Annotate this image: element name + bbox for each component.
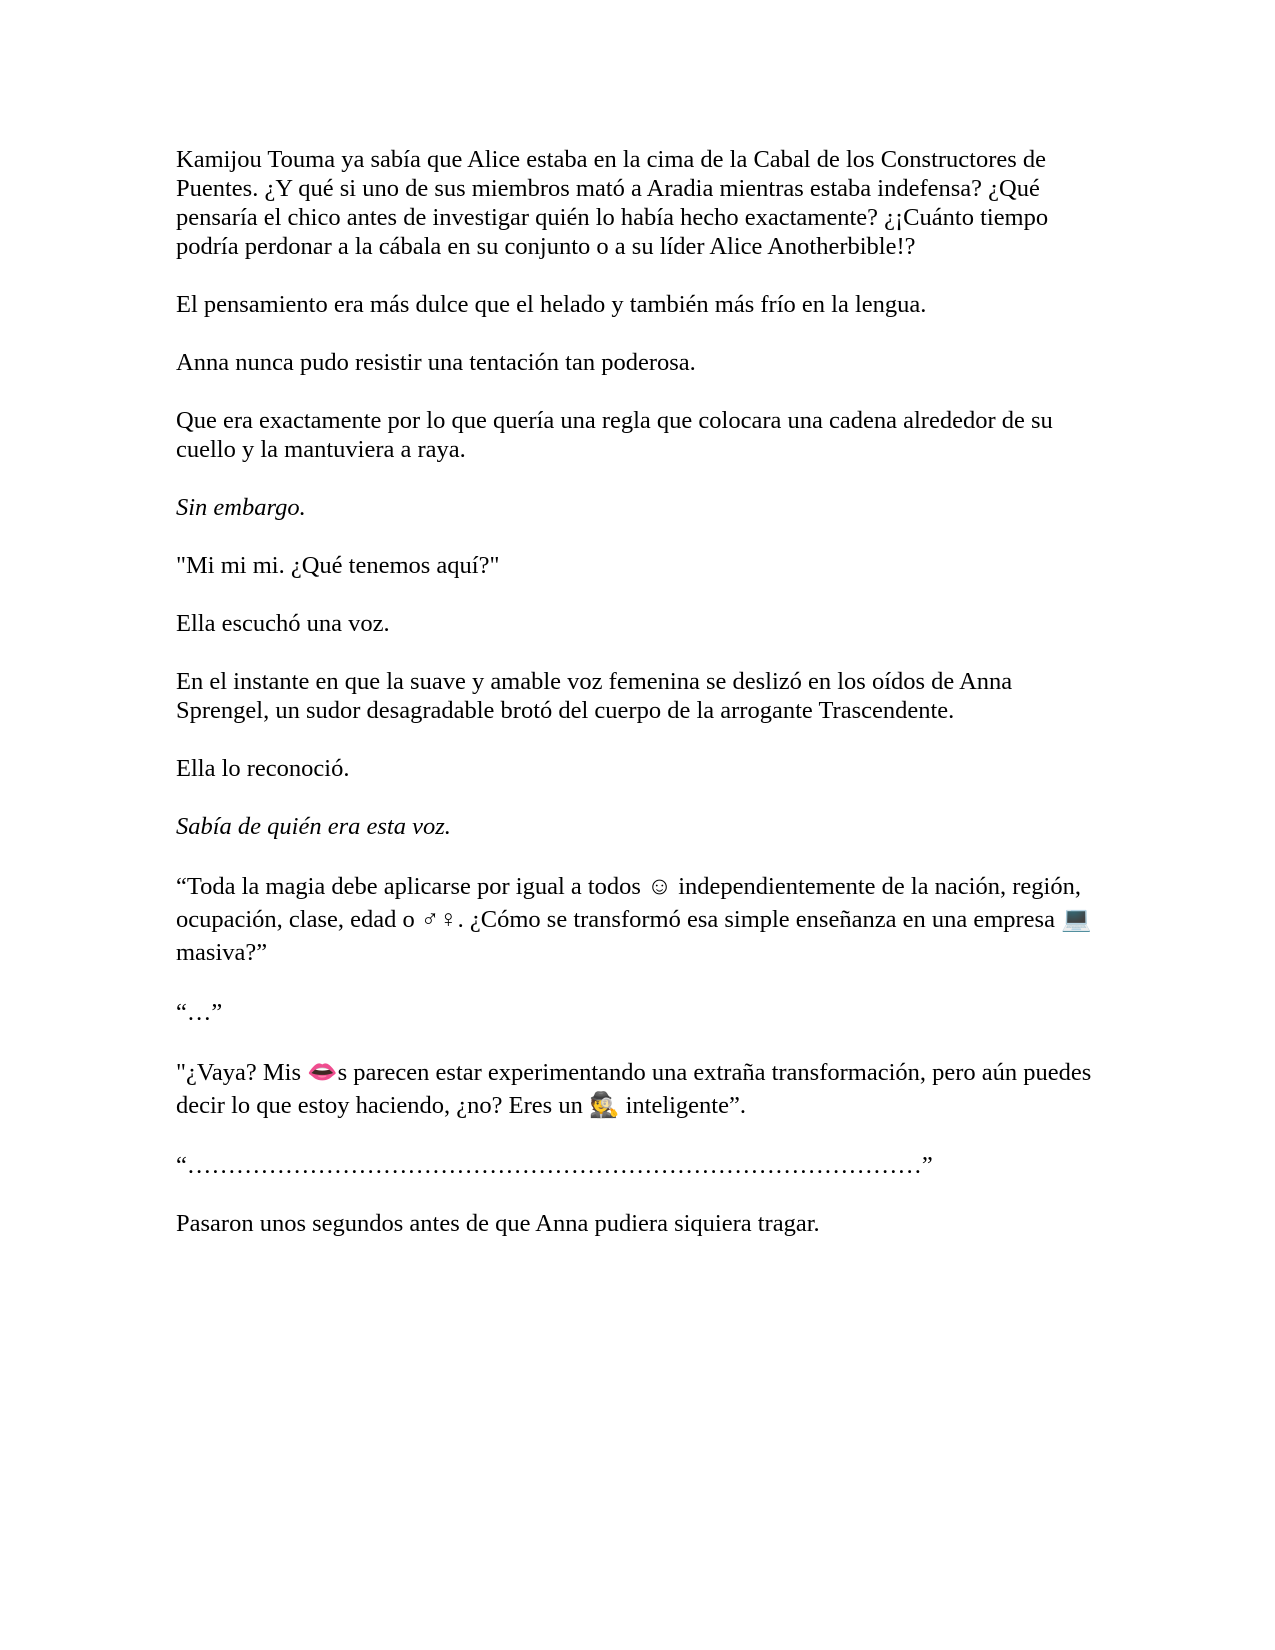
dialogue-paragraph: “………………………………………………………………………………” — [176, 1152, 933, 1179]
paragraph: Kamijou Touma ya sabía que Alice estaba en la cima de la Cabal de los Constructores de Puentes. ¿Y qué si uno de sus miembros mató a Aradia mientras estaba indefensa? ¿Qué pensaría el chico antes de investigar quién lo había hecho exactamente? ¿¡Cuánto tiempo podría perdonar a la cábala en su conjunto o a su líder Alice Anotherbible!? — [176, 146, 1049, 260]
dialogue-paragraph: "Mi mi mi. ¿Qué tenemos aquí?" — [176, 552, 500, 579]
document-body — [176, 145, 1096, 1267]
italic-paragraph: Sabía de quién era esta voz. — [176, 813, 451, 840]
paragraph: Que era exactamente por lo que quería una regla que colocara una cadena alrededor de su cuello y la mantuviera a raya. — [176, 407, 1053, 463]
dialogue-paragraph: “…” — [176, 999, 223, 1026]
paragraph: Pasaron unos segundos antes de que Anna pudiera siquiera tragar. — [176, 1210, 820, 1237]
paragraph: Ella escuchó una voz. — [176, 610, 390, 637]
italic-paragraph: Sin embargo. — [176, 494, 306, 521]
paragraph: Ella lo reconoció. — [176, 755, 350, 782]
paragraph: En el instante en que la suave y amable voz femenina se deslizó en los oídos de Anna Sprengel, un sudor desagradable brotó del cuerpo de la arrogante Trascendente. — [176, 668, 1013, 724]
paragraph: El pensamiento era más dulce que el helado y también más frío en la lengua. — [176, 291, 927, 318]
dialogue-paragraph: “Toda la magia debe aplicarse por igual a todos ☺ independientemente de la nación, región, ocupación, clase, edad o ♂︎♀︎. ¿Cómo se transformó esa simple enseñanza en una empresa 💻 masiva?” — [176, 873, 1092, 966]
dialogue-paragraph: "¿Vaya? Mis 👄s parecen estar experimentando una extraña transformación, pero aún puedes decir lo que estoy haciendo, ¿no? Eres un 🕵 inteligente”. — [176, 1059, 1092, 1119]
paragraph: Anna nunca pudo resistir una tentación tan poderosa. — [176, 349, 696, 376]
